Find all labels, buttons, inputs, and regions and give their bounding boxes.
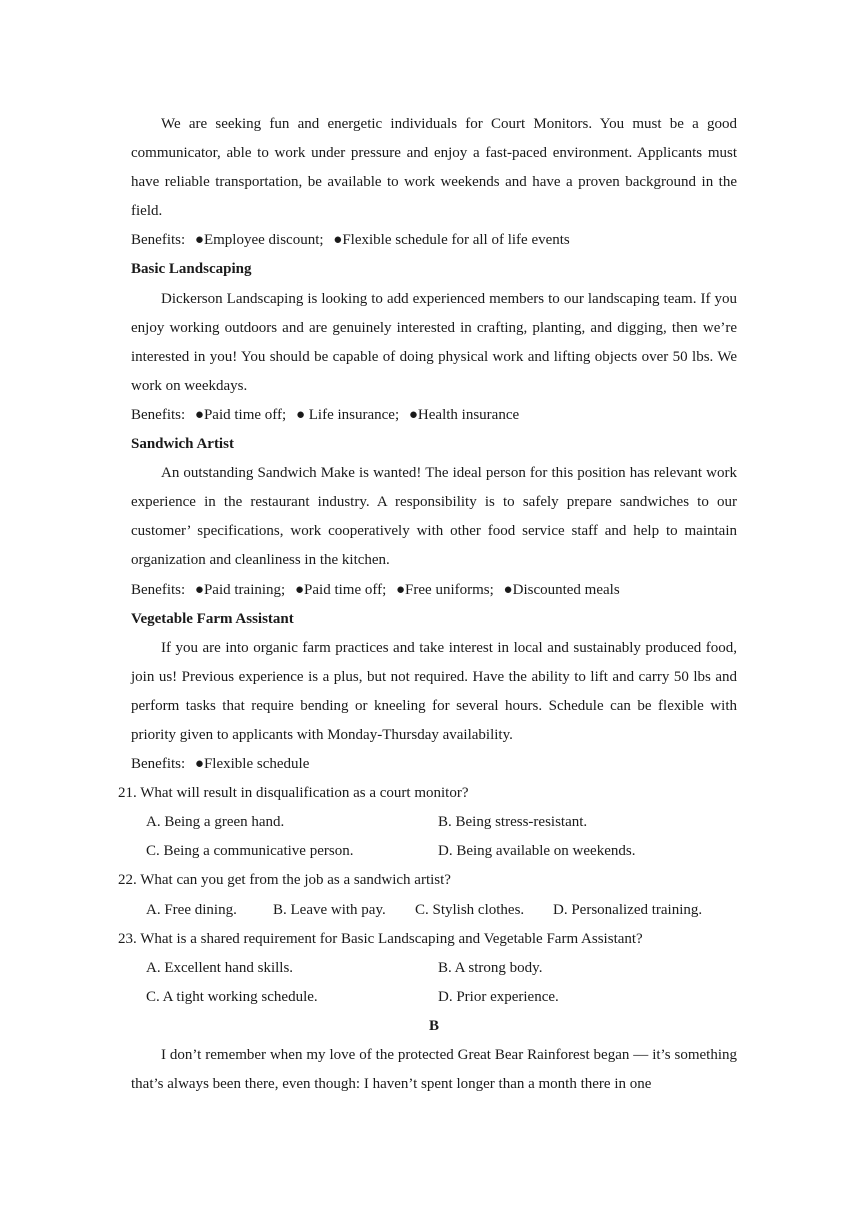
vegetable-farm-paragraph: If you are into organic farm practices and take interest in local and sustainably produced food, join us! Previous experience is a plus, but not required. Have the ability to lift and carry 50 lbs and perform tasks that require bending or kneeling for several hours. Schedule can be flexible with priority given to applicants with Monday-Thursday availability. (131, 639, 737, 743)
question-21-options-row-2 (131, 837, 737, 866)
basic-landscaping-paragraph: Dickerson Landscaping is looking to add experienced members to our landscaping team. If you enjoy working outdoors and are genuinely interested in crafting, planting, and digging, then we’re interested in you! You should be capable of doing physical work and lifting objects over 50 lbs. We work on weekdays. (131, 290, 737, 394)
benefit-item: ●Paid time off; (194, 406, 287, 423)
option-c: C. Stylish clothes. (415, 901, 525, 918)
question-22-options-row (131, 896, 737, 925)
question-23-options-row-2 (131, 983, 737, 1012)
basic-landscaping-benefits (131, 401, 737, 430)
option-c: C. A tight working schedule. (146, 988, 318, 1005)
section-b-paragraph: I don’t remember when my love of the protected Great Bear Rainforest began — it’s something that’s always been there, even though: I haven’t spent longer than a month there in one (131, 1047, 737, 1093)
benefits-label: Benefits: (131, 232, 186, 249)
benefits-label: Benefits: (131, 406, 186, 423)
option-b: B. Being stress-resistant. (438, 814, 588, 831)
benefits-label: Benefits: (131, 756, 186, 773)
document-page (118, 110, 737, 1099)
vegetable-farm-benefits (131, 750, 737, 779)
benefit-item: ●Flexible schedule (194, 756, 310, 773)
benefit-item: ● Life insurance; (295, 406, 400, 423)
question-23: 23. What is a shared requirement for Basic Landscaping and Vegetable Farm Assistant? (118, 930, 643, 947)
option-b: B. A strong body. (438, 959, 543, 976)
vegetable-farm-title: Vegetable Farm Assistant (131, 610, 294, 627)
option-c: C. Being a communicative person. (146, 843, 354, 860)
question-21: 21. What will result in disqualification as a court monitor? (118, 785, 469, 802)
sandwich-artist-title: Sandwich Artist (131, 436, 234, 453)
benefit-item: ●Discounted meals (503, 581, 620, 598)
benefit-item: ●Flexible schedule for all of life events (333, 232, 570, 249)
section-b-heading: B (428, 1017, 439, 1034)
option-b: B. Leave with pay. (273, 901, 386, 918)
benefit-item: ●Paid training; (194, 581, 286, 598)
question-23-options-row-1 (131, 954, 737, 983)
court-monitors-benefits (131, 226, 737, 255)
benefit-item: ●Free uniforms; (396, 581, 494, 598)
option-d: D. Prior experience. (438, 988, 559, 1005)
benefit-item: ●Health insurance (408, 406, 520, 423)
question-22: 22. What can you get from the job as a sandwich artist? (118, 872, 451, 889)
question-21-options-row-1 (131, 808, 737, 837)
court-monitors-paragraph: We are seeking fun and energetic individuals for Court Monitors. You must be a good communicator, able to work under pressure and enjoy a fast-paced environment. Applicants must have reliable transportation, be available to work weekends and have a proven background in the field. (131, 116, 737, 220)
benefit-item: ●Employee discount; (194, 232, 324, 249)
benefits-label: Benefits: (131, 581, 186, 598)
option-a: A. Excellent hand skills. (146, 959, 294, 976)
benefit-item: ●Paid time off; (294, 581, 387, 598)
option-a: A. Being a green hand. (146, 814, 285, 831)
option-d: D. Personalized training. (553, 901, 703, 918)
option-a: A. Free dining. (146, 901, 237, 918)
sandwich-artist-benefits (131, 576, 737, 605)
basic-landscaping-title: Basic Landscaping (131, 261, 252, 278)
option-d: D. Being available on weekends. (438, 843, 636, 860)
sandwich-artist-paragraph: An outstanding Sandwich Make is wanted! The ideal person for this position has relevant work experience in the restaurant industry. A responsibility is to safely prepare sandwiches to our customer’ specifications, work cooperatively with other food service staff and help to maintain organization and cleanliness in the kitchen. (131, 465, 737, 569)
